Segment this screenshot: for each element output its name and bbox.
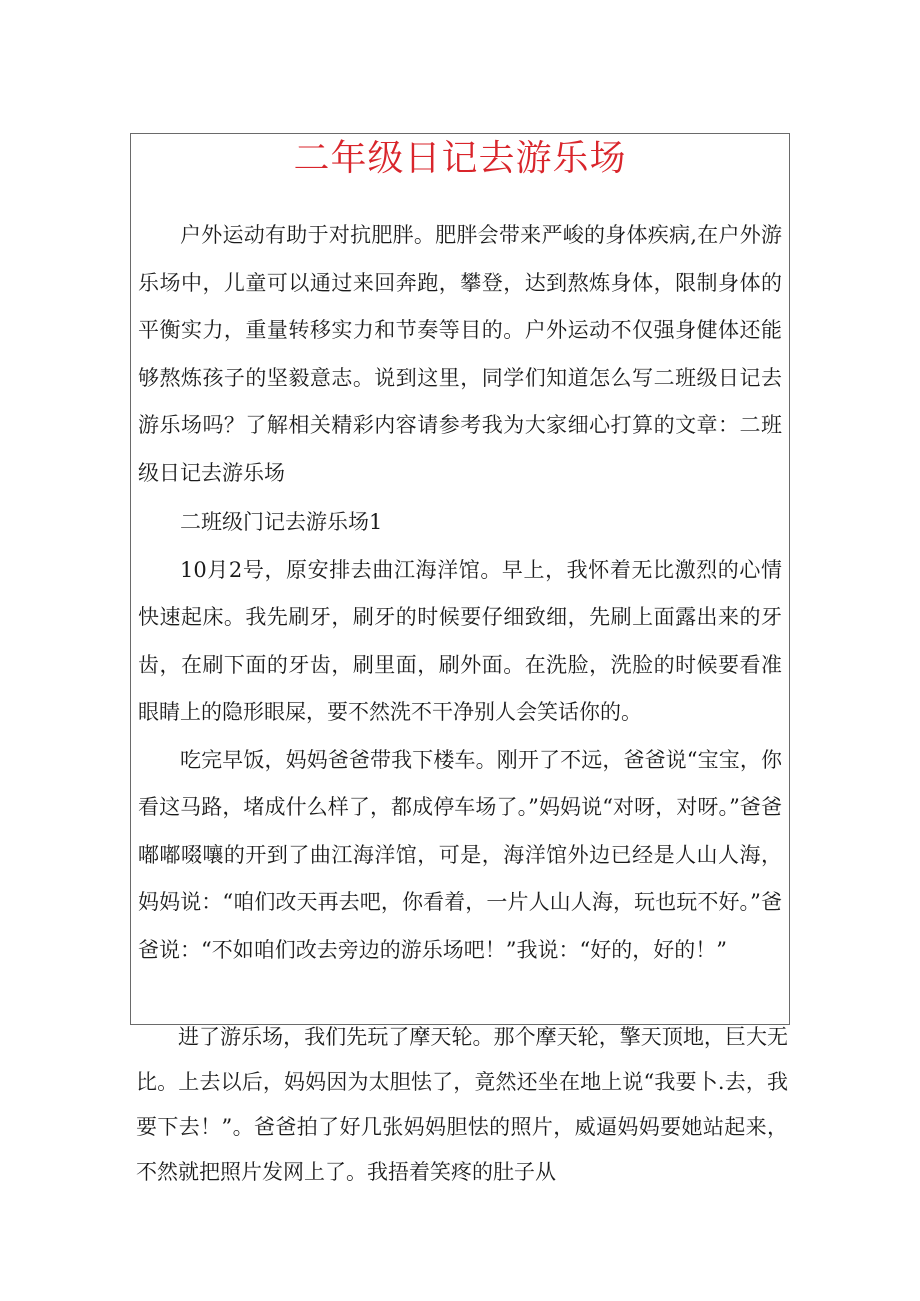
document-title: 二年级日记去游乐场 xyxy=(293,138,627,179)
section-heading: 二班级门记去游乐场1 xyxy=(180,510,383,534)
body-paragraph-drive: 吃完早饭，妈妈爸爸带我下楼车。刚开了不远，爸爸说“宝宝，你看这马路，堵成什么样了，都成停车场了。”妈妈说“对呀，对呀。”爸爸嘟嘟啜嚷的开到了曲江海洋馆，可是，海洋馆外边已经是人山人海，妈妈说：“咱们改天再去吧，你看着，一片人山人海，玩也玩不好。”爸爸说：“不如咱们改去旁边的游乐场吧！”我说：“好的，好的！” xyxy=(138,747,782,962)
intro-paragraph: 户外运动有助于对抗肥胖。肥胖会带来严峻的身体疾病,在户外游乐场中，儿童可以通过来回奔跑，攀登，达到熬炼身体，限制身体的平衡实力，重量转移实力和节奏等目的。户外运动不仅强身健体还能够熬炼孩子的坚毅意志。说到这里，同学们知道怎么写二班级日记去游乐场吗？了解相关精彩内容请参考我为大家细心打算的文章：二班级日记去游乐场 xyxy=(138,223,782,485)
body-paragraph-morning: 10月2号，原安排去曲江海洋馆。早上，我怀着无比激烈的心情快速起床。我先刷牙，刷牙的时候要仔细致细，先刷上面露出来的牙齿，在刷下面的牙齿，刷里面，刷外面。在洗脸，洗脸的时候要看准眼睛上的隐形眼屎，要不然洗不干净别人会笑话你的。 xyxy=(138,557,782,724)
continuation-text xyxy=(136,1015,788,1195)
body-paragraph-ferris-wheel: 进了游乐场，我们先玩了摩天轮。那个摩天轮，擎天顶地，巨大无比。上去以后，妈妈因为太胆怯了，竟然还坐在地上说“我要卜.去，我要下去！”。爸爸拍了好几张妈妈胆怯的照片，威逼妈妈要她站起来，不然就把照片发网上了。我捂着笑疼的肚子从 xyxy=(136,1025,788,1184)
framed-body-text xyxy=(138,212,782,974)
